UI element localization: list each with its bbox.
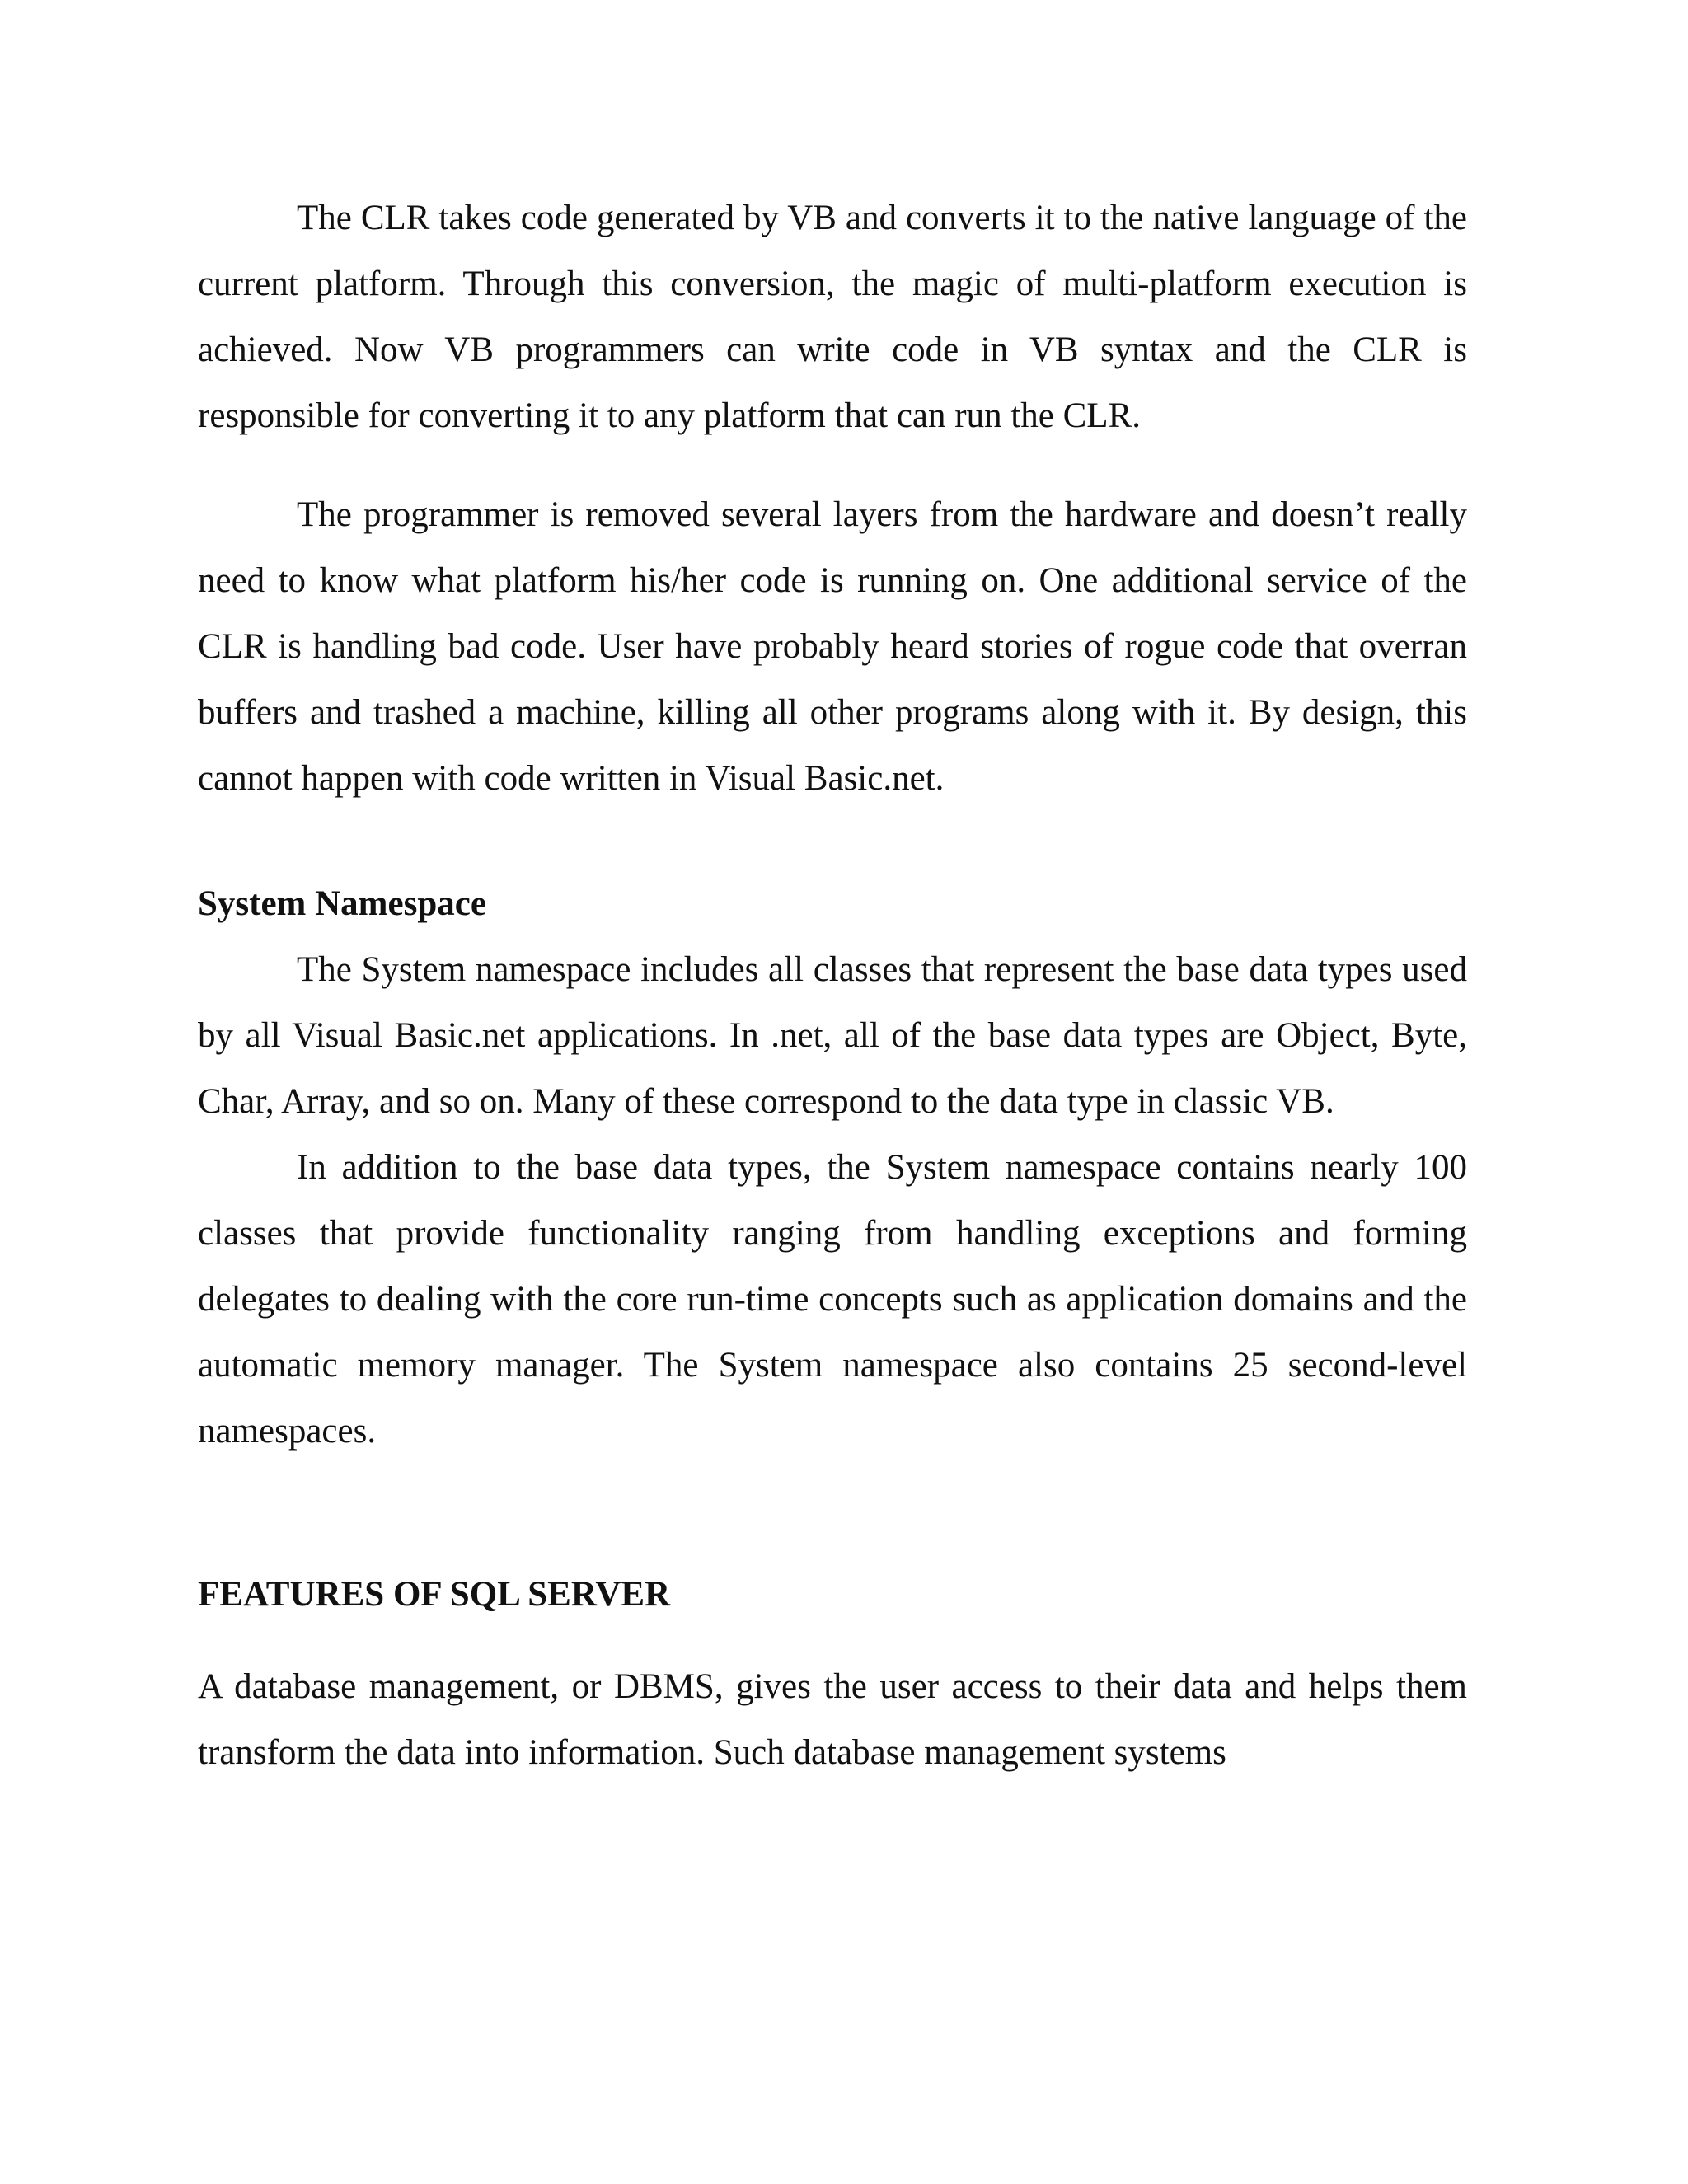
paragraph-system-base-types: The System namespace includes all classes that represent the base data types used by all Visual Basic.net applications. In .net, all of the base data types are Object, Byte, Char, Array, and so on. Many of these correspond to the data type in classic VB. <box>198 950 1467 1121</box>
paragraph-dbms-intro: A database management, or DBMS, gives the user access to their data and helps them transform the data into information. Such database management systems <box>198 1667 1467 1772</box>
heading-system-namespace: System Namespace <box>198 884 486 923</box>
paragraph-system-classes: In addition to the base data types, the System namespace contains nearly 100 classes that provide functionality ranging from handling exceptions and forming delegates to dealing with the core run-time concepts such as application domains and the automatic memory manager. The System namespace also contains 25 second-level namespaces. <box>198 1148 1467 1451</box>
paragraph-clr-conversion: The CLR takes code generated by VB and converts it to the native language of the current platform. Through this conversion, the magic of multi-platform execution is achieved. Now VB programmers can write code in VB syntax and the CLR is responsible for converting it to any platform that can run the CLR. <box>198 199 1467 435</box>
heading-features-sql-server: FEATURES OF SQL SERVER <box>198 1575 671 1614</box>
document-page <box>198 185 1467 1786</box>
paragraph-clr-bad-code: The programmer is removed several layers from the hardware and doesn’t really need to know what platform his/her code is running on. One additional service of the CLR is handling bad code. User have probably heard stories of rogue code that overran buffers and trashed a machine, killing all other programs along with it. By design, this cannot happen with code written in Visual Basic.net. <box>198 495 1467 798</box>
